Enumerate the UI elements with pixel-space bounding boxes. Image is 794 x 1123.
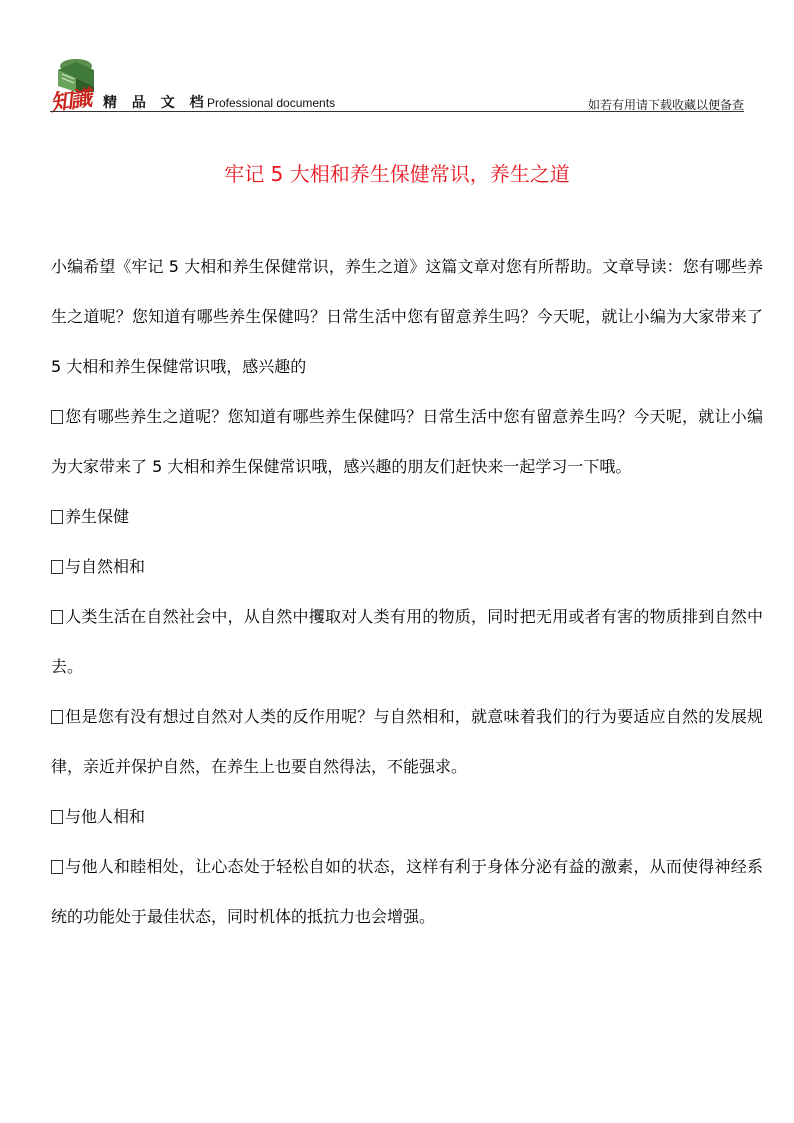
section-heading: 养生保健 — [51, 492, 763, 542]
missing-glyph-box-icon — [51, 810, 63, 824]
section-heading: 与他人相和 — [51, 792, 763, 842]
missing-glyph-box-icon — [51, 610, 63, 624]
paragraph: 但是您有没有想过自然对人类的反作用呢？与自然相和，就意味着我们的行为要适应自然的发展规律，亲近并保护自然，在养生上也要自然得法，不能强求。 — [51, 707, 763, 776]
header-right-note: 如若有用请下载收藏以便备查 — [587, 98, 744, 112]
missing-glyph-box-icon — [51, 710, 63, 724]
paragraph: 与他人和睦相处，让心态处于轻松自如的状态，这样有利于身体分泌有益的激素，从而使得神经系统的功能处于最佳状态，同时机体的抵抗力也会增强。 — [51, 857, 763, 926]
header-subtitle: Professional documents — [207, 96, 336, 110]
header-title: 精 品 文 档 — [103, 95, 209, 111]
page-header — [0, 0, 794, 120]
missing-glyph-box-icon — [51, 560, 63, 574]
paragraph: 人类生活在自然社会中，从自然中攫取对人类有用的物质，同时把无用或者有害的物质排到自然中去。 — [51, 607, 763, 676]
missing-glyph-box-icon — [51, 860, 63, 874]
missing-glyph-box-icon — [51, 510, 63, 524]
logo-lettering: 知識 — [48, 85, 92, 117]
document-title: 牢记 5 大相和养生保健常识，养生之道 — [224, 162, 570, 186]
section-heading: 与自然相和 — [51, 542, 763, 592]
header-divider — [50, 111, 744, 112]
document-body — [51, 242, 763, 942]
intro-paragraph: 小编希望《牢记 5 大相和养生保健常识，养生之道》这篇文章对您有所帮助。文章导读：您有哪些养生之道呢？您知道有哪些养生保健吗？日常生活中您有留意养生吗？今天呢，就让小编为大家带来了 5 大相和养生保健常识哦，感兴趣的 — [51, 257, 763, 376]
missing-glyph-box-icon — [51, 410, 63, 424]
paragraph: 您有哪些养生之道呢？您知道有哪些养生保健吗？日常生活中您有留意养生吗？今天呢，就让小编为大家带来了 5 大相和养生保健常识哦，感兴趣的朋友们赶快来一起学习一下哦。 — [51, 407, 763, 476]
